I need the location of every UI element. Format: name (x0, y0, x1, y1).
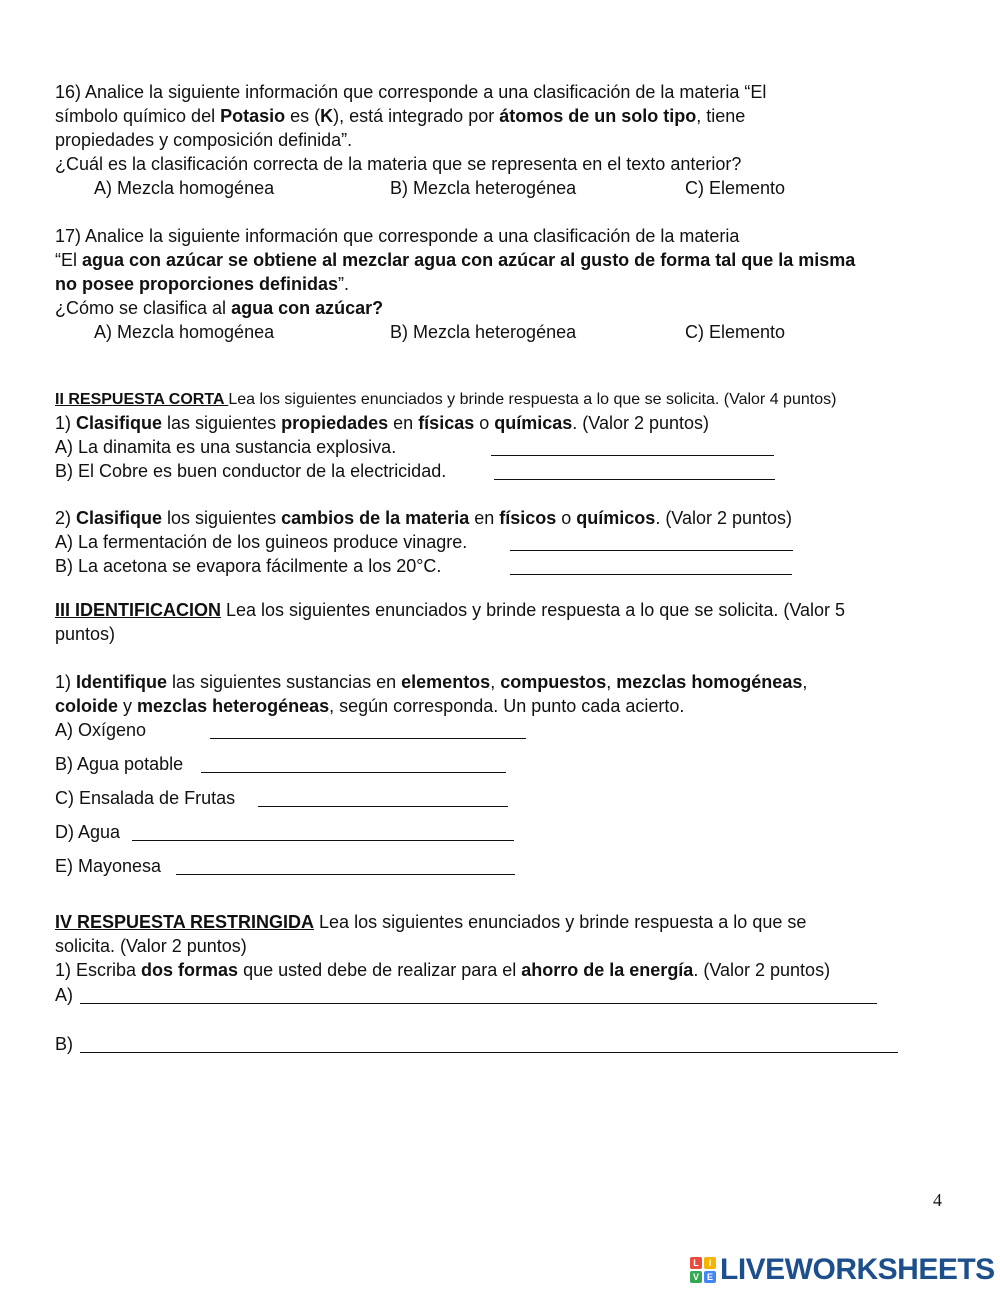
sec4-header-2: solicita. (Valor 2 puntos) (55, 936, 247, 956)
q17-line-3: no posee proporciones definidas”. (55, 274, 350, 294)
q17-option-b[interactable]: B) Mezcla heterogénea (390, 322, 577, 342)
sec4-question: 1) Escriba dos formas que usted debe de realizar para el ahorro de la energía. (Valor 2 puntos) (55, 960, 831, 980)
sec2-p2-blank-b[interactable] (510, 574, 792, 575)
q16-line-1: 16) Analice la siguiente información que corresponde a una clasificación de la materia “El (55, 82, 767, 102)
sec2-header: II RESPUESTA CORTA Lea los siguientes enunciados y brinde respuesta a lo que se solicita. (Valor 4 puntos) (55, 391, 837, 408)
sec3-header-2: puntos) (55, 624, 116, 644)
q16-question: ¿Cuál es la clasificación correcta de la materia que se representa en el texto anterior? (55, 154, 742, 174)
q16-option-c[interactable]: C) Elemento (685, 178, 786, 198)
liveworksheets-logo (690, 1253, 995, 1287)
sec4-item-a: A) (55, 985, 73, 1005)
sec3-item-c: C) Ensalada de Frutas (55, 788, 236, 808)
sec3-blank-a[interactable] (210, 738, 526, 739)
q16-line-3: propiedades y composición definida”. (55, 130, 353, 150)
sec4-blank-b[interactable] (80, 1052, 898, 1053)
sec2-p1-item-a: A) La dinamita es una sustancia explosiva. (55, 437, 397, 457)
sec3-instr-2: coloide y mezclas heterogéneas, según corresponda. Un punto cada acierto. (55, 696, 685, 716)
liveworksheets-logo-text: LIVEWORKSHEETS (720, 1253, 995, 1286)
sec3-blank-d[interactable] (132, 840, 514, 841)
sec2-p1-item-b: B) El Cobre es buen conductor de la electricidad. (55, 461, 447, 481)
q17-option-c[interactable]: C) Elemento (685, 322, 786, 342)
sec2-p2-item-b: B) La acetona se evapora fácilmente a los 20°C. (55, 556, 442, 576)
q17-question: ¿Cómo se clasifica al agua con azúcar? (55, 298, 384, 318)
q17-line-1: 17) Analice la siguiente información que corresponde a una clasificación de la materia (55, 226, 740, 246)
q16-option-a[interactable]: A) Mezcla homogénea (94, 178, 275, 198)
sec3-instr-1: 1) Identifique las siguientes sustancias en elementos, compuestos, mezclas homogéneas, (55, 672, 808, 692)
sec2-p1-blank-b[interactable] (494, 479, 775, 480)
sec2-p2-blank-a[interactable] (510, 550, 793, 551)
sec4-header: IV RESPUESTA RESTRINGIDA Lea los siguientes enunciados y brinde respuesta a lo que se (55, 912, 807, 932)
q16-option-b[interactable]: B) Mezcla heterogénea (390, 178, 577, 198)
liveworksheets-logo-icon: L I V E (690, 1257, 716, 1283)
sec3-header: III IDENTIFICACION Lea los siguientes enunciados y brinde respuesta a lo que se solicita. (Valor 5 (55, 600, 846, 620)
sec2-p1-blank-a[interactable] (491, 455, 774, 456)
sec4-blank-a[interactable] (80, 1003, 877, 1004)
q17-line-2: “El agua con azúcar se obtiene al mezclar agua con azúcar al gusto de forma tal que la misma (55, 250, 856, 270)
q17-option-a[interactable]: A) Mezcla homogénea (94, 322, 275, 342)
sec3-item-b: B) Agua potable (55, 754, 184, 774)
sec3-blank-c[interactable] (258, 806, 508, 807)
sec2-p2: 2) Clasifique los siguientes cambios de la materia en físicos o químicos. (Valor 2 puntos) (55, 508, 793, 528)
page-number: 4 (933, 1190, 942, 1210)
sec2-p2-item-a: A) La fermentación de los guineos produce vinagre. (55, 532, 468, 552)
sec3-item-d: D) Agua (55, 822, 121, 842)
sec3-blank-b[interactable] (201, 772, 506, 773)
q16-line-2: símbolo químico del Potasio es (K), está integrado por átomos de un solo tipo, tiene (55, 106, 746, 126)
sec3-item-e: E) Mayonesa (55, 856, 162, 876)
sec4-item-b: B) (55, 1034, 73, 1054)
sec2-p1: 1) Clasifique las siguientes propiedades en físicas o químicas. (Valor 2 puntos) (55, 413, 710, 433)
sec3-blank-e[interactable] (176, 874, 515, 875)
sec3-item-a: A) Oxígeno (55, 720, 147, 740)
